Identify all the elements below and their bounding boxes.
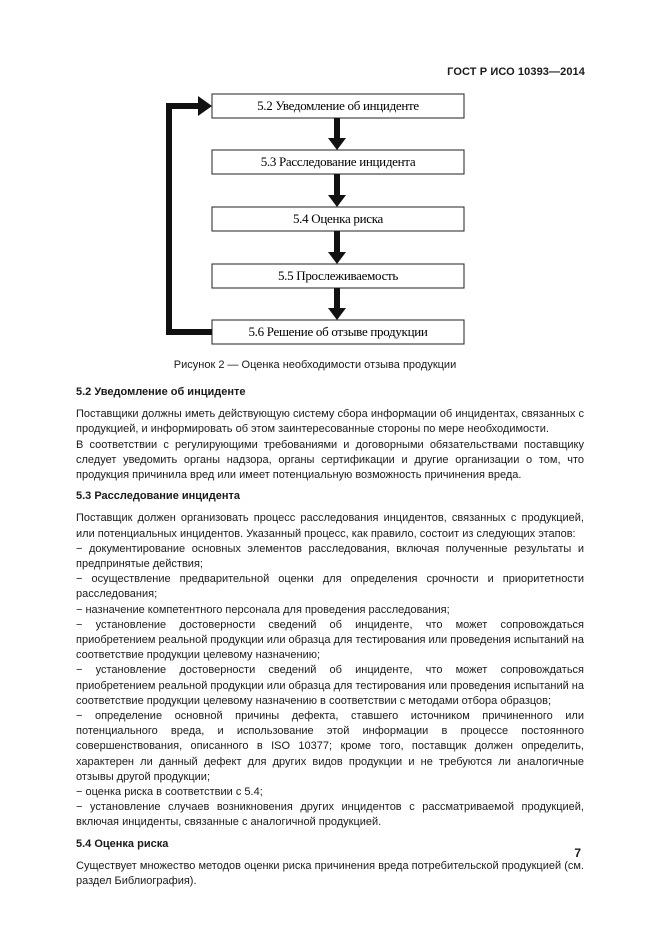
flow-box-label: 5.4 Оценка риска — [292, 211, 384, 226]
section-5-3 — [76, 489, 584, 830]
list-item: − документирование основных элементов расследования, включая полученные результаты и предпринятые действия; — [76, 542, 584, 571]
list-item: − установление достоверности сведений об инциденте, что может сопровождаться приобретением реальной продукции или образца для тестирования или проведения испытаний на соответствие продукции целевому назначению в соответствии с методами отбора образцов; — [76, 664, 584, 707]
flow-feedback-loop — [166, 96, 212, 335]
flow-box-label: 5.6 Решение об отзыве продукции — [248, 324, 428, 339]
paragraph: В соответствии с регулирующими требованиями и договорными обязательствами поставщику следует уведомить органы надзора, органы сертификации и другие организации о том, что продукция причинила вред или имеет потенциальную возможность причинения вреда. — [76, 438, 584, 482]
section-heading: 5.4 Оценка риска — [76, 837, 169, 850]
section-heading: 5.3 Расследование инцидента — [76, 490, 241, 503]
list-item: − определение основной причины дефекта, ставшего источником причиненного или потенциального вреда, и использование этой информации в процессе постоянного совершенствования, описанного в ISO 10377; кроме того, поставщик должен определить, характерен ли данный дефект для других видов продукции и не требуются ли аналогичные отзывы другой продукции; — [76, 710, 584, 783]
flow-box-label: 5.5 Прослеживаемость — [277, 268, 399, 283]
flow-box-label: 5.2 Уведомление об инциденте — [257, 98, 419, 113]
list-item: − назначение компетентного персонала для проведения расследования; — [76, 603, 450, 616]
section-heading: 5.2 Уведомление об инциденте — [76, 386, 246, 398]
document-code: ГОСТ Р ИСО 10393—2014 — [447, 66, 585, 78]
figure-caption: Рисунок 2 — Оценка необходимости отзыва продукции — [173, 359, 457, 371]
flow-box-5-3 — [212, 150, 464, 174]
paragraph: Существует множество методов оценки риска причинения вреда потребительской продукцией (см. раздел Библиография). — [76, 859, 584, 888]
flow-box-5-4 — [212, 207, 464, 231]
flow-box-5-5 — [212, 264, 464, 288]
list-item: − установление достоверности сведений об инциденте, что может сопровождаться приобретением реальной продукции или образца для тестирования или проведения испытаний на соответствие продукции целевому назначению; — [76, 618, 584, 662]
page-number: 7 — [574, 846, 581, 860]
flow-box-5-2 — [212, 94, 464, 118]
paragraph: Поставщики должны иметь действующую систему сбора информации об инцидентах, связанных с продукцией, и информировать об этом заинтересованные стороны по мере необходимости. — [76, 408, 584, 436]
list-item: − оценка риска в соответствии с 5.4; — [76, 786, 263, 799]
section-5-4 — [76, 837, 584, 890]
recall-flowchart — [0, 0, 661, 360]
paragraph: Поставщик должен организовать процесс расследования инцидентов, связанных с продукцией, или потенциальных инцидентов. Указанный процесс, как правило, состоит из следующих этапов: — [76, 512, 584, 540]
flow-box-5-6 — [212, 320, 464, 344]
list-item: − осуществление предварительной оценки для определения срочности и приоритетности расследования; — [76, 573, 584, 601]
flow-box-label: 5.3 Расследование инцидента — [260, 154, 416, 169]
document-body — [76, 385, 584, 895]
list-item: − установление случаев возникновения других инцидентов с рассматриваемой продукцией, включая инциденты, связанные с аналогичной продукцией. — [76, 801, 584, 829]
section-5-2 — [76, 385, 584, 483]
